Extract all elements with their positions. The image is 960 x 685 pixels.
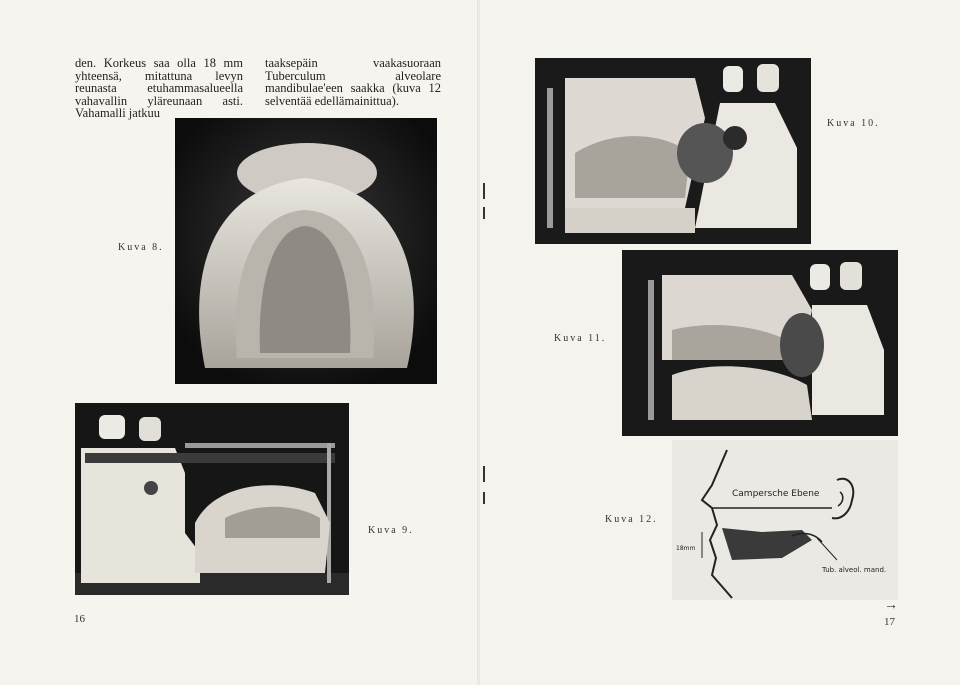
caption-figure-8: Kuva 8. bbox=[118, 242, 164, 253]
paragraph-2: taaksepäin vaakasuoraan Tuberculum alveolare mandibulae'een saakka (kuva 12 selventää edellämainittua). bbox=[265, 56, 441, 108]
registration-mark bbox=[483, 466, 485, 482]
figure-11-photo bbox=[622, 250, 898, 436]
caption-figure-10: Kuva 10. bbox=[827, 118, 880, 129]
text-column-1 bbox=[75, 57, 243, 120]
figure-12-diagram bbox=[672, 440, 898, 600]
label-tubercle: Tub. alveol. mand. bbox=[822, 566, 887, 574]
figure-10-photo bbox=[535, 58, 811, 244]
registration-mark bbox=[483, 492, 485, 504]
text-column-2 bbox=[265, 57, 441, 107]
registration-mark bbox=[483, 207, 485, 219]
figure-8-photo bbox=[175, 118, 437, 384]
next-page-arrow-icon: → bbox=[884, 598, 898, 613]
registration-mark bbox=[483, 183, 485, 199]
page-number-left: 16 bbox=[74, 613, 85, 625]
paragraph-1: den. Korkeus saa olla 18 mm yhteensä, mitattuna levyn reunasta etuhammasalueella vahavallin yläreunaan asti. Vahamalli jatkuu bbox=[75, 56, 243, 121]
page-fold bbox=[477, 0, 480, 685]
caption-figure-9: Kuva 9. bbox=[368, 525, 414, 536]
label-18mm: 18mm bbox=[676, 545, 696, 552]
label-campersche-ebene: Campersche Ebene bbox=[732, 489, 820, 499]
figure-9-photo bbox=[75, 403, 349, 595]
page-number-right: 17 bbox=[884, 616, 895, 628]
caption-figure-12: Kuva 12. bbox=[605, 514, 658, 525]
caption-figure-11: Kuva 11. bbox=[554, 333, 607, 344]
